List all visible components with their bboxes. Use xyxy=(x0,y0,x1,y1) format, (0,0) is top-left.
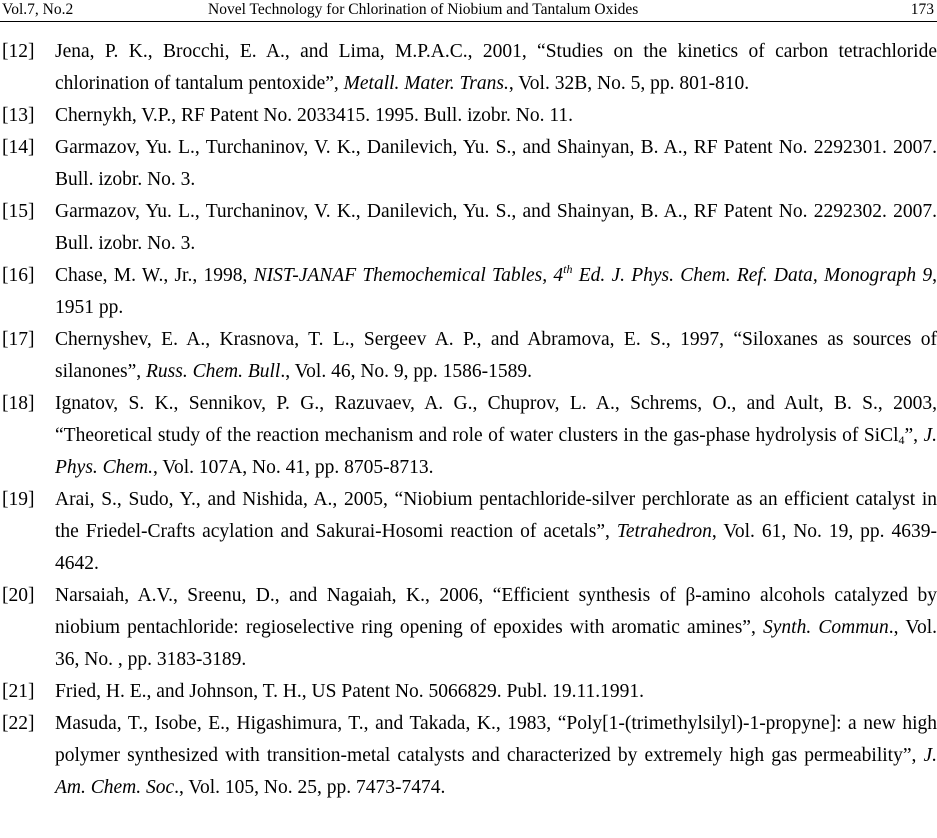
reference-text xyxy=(55,132,937,196)
reference-item xyxy=(0,708,937,804)
reference-text-run: ., Vol. 36, No. , pp. 3183-3189. xyxy=(55,617,937,670)
page-number: 173 xyxy=(910,1,934,18)
reference-text xyxy=(55,260,937,324)
reference-italic-text: NIST-JANAF Themochemical Tables, 4 xyxy=(253,265,564,286)
reference-text xyxy=(55,484,937,580)
reference-italic-text: Russ. Chem. Bull xyxy=(145,361,281,382)
reference-italic-text: Metall. Mater. Trans. xyxy=(343,73,509,94)
reference-text xyxy=(55,676,937,708)
reference-item xyxy=(0,132,937,196)
reference-text-run: Garmazov, Yu. L., Turchaninov, V. K., Danilevich, Yu. S., and Shainyan, B. A., RF Patent No. 2292302. 2007. Bull. izobr. No. 3. xyxy=(55,201,937,254)
reference-number: [20] xyxy=(2,585,35,606)
reference-item xyxy=(0,324,937,388)
reference-text-run: Ignatov, S. K., Sennikov, P. G., Razuvaev, A. G., Chuprov, L. A., Schrems, O., and Ault, B. S., 2003, “Theoretical study of the reaction mechanism and role of water clusters in the gas-phase hydrolysis of SiCl xyxy=(55,393,937,446)
reference-text-run: Masuda, T., Isobe, E., Higashimura, T., and Takada, K., 1983, “Poly[1-(trimethylsilyl)-1-propyne]: a new high polymer synthesized with transition-metal catalysts and characterized by extremely high gas permeability”, xyxy=(55,713,937,766)
header-rule xyxy=(0,21,937,22)
reference-number: [21] xyxy=(2,681,35,702)
reference-subscript: 4 xyxy=(898,433,905,447)
reference-item xyxy=(0,484,937,580)
reference-italic-text: Tetrahedron xyxy=(616,521,712,542)
reference-item xyxy=(0,196,937,260)
reference-number: [16] xyxy=(2,265,35,286)
reference-text xyxy=(55,196,937,260)
reference-text-run: , 1951 pp. xyxy=(55,265,937,318)
reference-text-run: ., Vol. 46, No. 9, pp. 1586-1589. xyxy=(280,361,533,382)
reference-text-run: ”, xyxy=(904,425,924,446)
reference-number: [17] xyxy=(2,329,35,350)
reference-text-run: Chase, M. W., Jr., 1998, xyxy=(55,265,254,286)
reference-number: [13] xyxy=(2,105,35,126)
reference-text xyxy=(55,708,937,804)
reference-text-run: ., Vol. 105, No. 25, pp. 7473-7474. xyxy=(174,777,446,798)
reference-number: [12] xyxy=(2,41,35,62)
reference-text xyxy=(55,388,937,484)
reference-italic-text: J. Phys. Chem. xyxy=(55,425,937,478)
reference-item xyxy=(0,36,937,100)
reference-text-run: Jena, P. K., Brocchi, E. A., and Lima, M.P.A.C., 2001, “Studies on the kinetics of carbon tetrachloride chlorination of tantalum pentoxide”, xyxy=(55,41,937,94)
reference-item xyxy=(0,388,937,484)
reference-item xyxy=(0,260,937,324)
reference-text-run: Chernykh, V.P., RF Patent No. 2033415. 1995. Bull. izobr. No. 11. xyxy=(55,105,574,126)
reference-text-run: Chernyshev, E. A., Krasnova, T. L., Sergeev A. P., and Abramova, E. S., 1997, “Siloxanes as sources of silanones”, xyxy=(55,329,937,382)
running-header xyxy=(0,0,937,22)
reference-italic-text: J. Am. Chem. Soc xyxy=(55,745,937,798)
reference-number: [15] xyxy=(2,201,35,222)
reference-text-run: , Vol. 107A, No. 41, pp. 8705-8713. xyxy=(153,457,434,478)
reference-text xyxy=(55,100,937,132)
reference-number: [14] xyxy=(2,137,35,158)
reference-text xyxy=(55,580,937,676)
reference-text-run: Narsaiah, A.V., Sreenu, D., and Nagaiah, K., 2006, “Efficient synthesis of β-amino alcohols catalyzed by niobium pentachloride: regioselective ring opening of epoxides with aromatic amines”, xyxy=(55,585,937,638)
reference-text-run: Fried, H. E., and Johnson, T. H., US Patent No. 5066829. Publ. 19.11.1991. xyxy=(55,681,644,702)
reference-item xyxy=(0,580,937,676)
reference-text-run: , Vol. 32B, No. 5, pp. 801-810. xyxy=(508,73,750,94)
reference-number: [19] xyxy=(2,489,35,510)
reference-text xyxy=(55,324,937,388)
reference-text-run: , Vol. 61, No. 19, pp. 4639-4642. xyxy=(55,521,937,574)
reference-item xyxy=(0,100,937,132)
reference-italic-text: Synth. Commun xyxy=(763,617,889,638)
reference-number: [18] xyxy=(2,393,35,414)
reference-text xyxy=(55,36,937,100)
reference-text-run: Arai, S., Sudo, Y., and Nishida, A., 2005, “Niobium pentachloride-silver perchlorate as an efficient catalyst in the Friedel-Crafts acylation and Sakurai-Hosomi reaction of acetals”, xyxy=(55,489,937,542)
reference-superscript: th xyxy=(563,262,573,276)
reference-number: [22] xyxy=(2,713,35,734)
reference-text-run: Garmazov, Yu. L., Turchaninov, V. K., Danilevich, Yu. S., and Shainyan, B. A., RF Patent No. 2292301. 2007. Bull. izobr. No. 3. xyxy=(55,137,937,190)
journal-volume: Vol.7, No.2 xyxy=(2,1,74,18)
reference-italic-text: Ed. J. Phys. Chem. Ref. Data, Monograph 9 xyxy=(572,265,933,286)
reference-list xyxy=(0,36,937,804)
running-title: Novel Technology for Chlorination of Niobium and Tantalum Oxides xyxy=(208,1,639,18)
reference-item xyxy=(0,676,937,708)
